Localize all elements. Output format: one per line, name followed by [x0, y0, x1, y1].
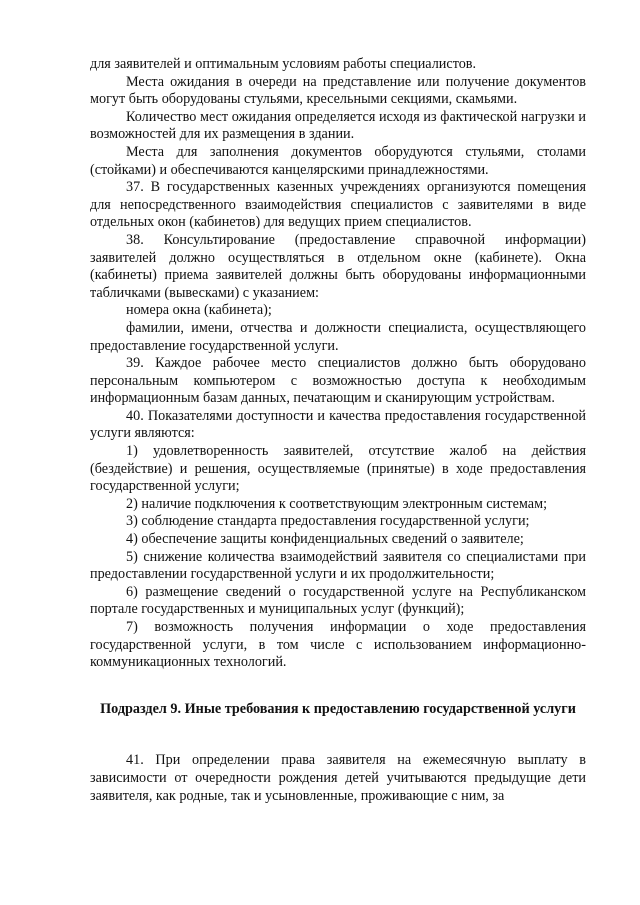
document-page [90, 56, 586, 805]
list-item-4: 4) обеспечение защиты конфиденциальных сведений о заявителе; [126, 531, 524, 548]
paragraph-38: 38. Консультирование (предоставление справочной информации) заявителей должно осуществляться в отдельном окне (кабинете). Окна (кабинеты) приема заявителей должны быть оборудованы информационными табличками (вывесками) с указанием: [90, 231, 586, 301]
list-item-6: 6) размещение сведений о государственной услуге на Республиканском портале государственных и муниципальных услуг (функций); [90, 583, 586, 618]
list-item-1: 1) удовлетворенность заявителей, отсутствие жалоб на действия (бездействие) и решения, осуществляемые (принятые) в ходе предоставления государственной услуги; [90, 443, 586, 495]
list-item-5: 5) снижение количества взаимодействий заявителя со специалистами при предоставлении государственной услуги и их продолжительности; [90, 548, 586, 583]
list-item-7: 7) возможность получения информации о ходе предоставления государственной услуги, в том числе с использованием информационно-коммуникационных технологий. [90, 619, 586, 671]
paragraph-filling-places: Места для заполнения документов оборудуются стульями, столами (стойками) и обеспечиваются канцелярскими принадлежностями. [90, 143, 586, 178]
section-heading: Подраздел 9. Иные требования к предоставлению государственной услуги [100, 700, 576, 717]
list-item-2: 2) наличие подключения к соответствующим электронным системам; [126, 495, 548, 512]
paragraph-39: 39. Каждое рабочее место специалистов должно быть оборудовано персональным компьютером с возможностью доступа к необходимым информационным базам данных, печатающим и сканирующим устройствам. [90, 355, 586, 407]
paragraph-waiting-count: Количество мест ожидания определяется исходя из фактической нагрузки и возможностей для их размещения в здании. [90, 108, 586, 143]
list-item-3: 3) соблюдение стандарта предоставления государственной услуги; [126, 513, 530, 530]
list-item-window-number: номера окна (кабинета); [126, 302, 272, 319]
paragraph-continuation: для заявителей и оптимальным условиям работы специалистов. [90, 56, 477, 72]
paragraph-40: 40. Показателями доступности и качества предоставления государственной услуги являются: [90, 407, 586, 442]
paragraph-waiting-places: Места ожидания в очереди на представление или получение документов могут быть оборудованы стульями, кресельными секциями, скамьями. [90, 73, 586, 108]
list-item-specialist-name: фамилии, имени, отчества и должности специалиста, осуществляющего предоставление государственной услуги. [90, 319, 586, 354]
paragraph-41: 41. При определении права заявителя на ежемесячную выплату в зависимости от очередности рождения детей учитываются предыдущие дети заявителя, как родные, так и усыновленные, проживающие с ним, за [90, 752, 586, 804]
paragraph-37: 37. В государственных казенных учреждениях организуются помещения для непосредственного взаимодействия специалистов с заявителями в виде отдельных окон (кабинетов) для ведущих прием специалистов. [90, 179, 586, 231]
